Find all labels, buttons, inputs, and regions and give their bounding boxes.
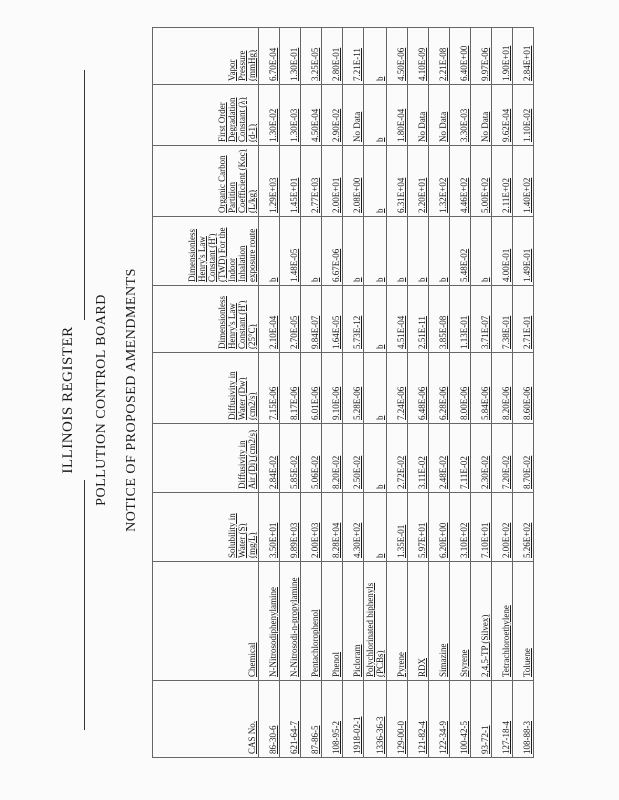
table-row bbox=[259, 28, 280, 758]
cell-chemical: Tetrachloroethylene bbox=[492, 562, 513, 681]
table-row bbox=[408, 28, 429, 758]
cell-koc: 1.32E+02 bbox=[429, 146, 450, 217]
board-title: POLLUTION CONTROL BOARD bbox=[94, 294, 109, 506]
cell-degradation: 1.30E-03 bbox=[280, 85, 301, 146]
cell-solubility: 5.26E+02 bbox=[513, 493, 534, 562]
cell-cas-no: 1336-36-3 bbox=[364, 681, 387, 758]
cell-vapor-pressure: 9.97E-06 bbox=[471, 28, 492, 85]
cell-diffusivity-water: b bbox=[364, 353, 387, 424]
cell-diffusivity-air: 8.20E-02 bbox=[322, 424, 343, 493]
cell-henry-25c: 9.84E-07 bbox=[301, 286, 322, 353]
table-row bbox=[301, 28, 322, 758]
header-rule-right bbox=[84, 70, 85, 320]
cell-henry-25c: 2.51E-11 bbox=[408, 286, 429, 353]
cell-diffusivity-water: 7.15E-06 bbox=[259, 353, 280, 424]
cell-diffusivity-air: 7.11E-02 bbox=[450, 424, 471, 493]
col-diffusivity-air: Diffusivity in Air (Di) (cm2/s) bbox=[153, 424, 259, 493]
cell-diffusivity-water: 9.10E-06 bbox=[322, 353, 343, 424]
col-degradation: First Order Degradation Constant (λ) (d-1) bbox=[153, 85, 259, 146]
cell-diffusivity-air: 5.85E-02 bbox=[280, 424, 301, 493]
cell-chemical: Toluene bbox=[513, 562, 534, 681]
table-header-row bbox=[153, 28, 259, 758]
cell-cas-no: 122-34-9 bbox=[429, 681, 450, 758]
cell-henry-25c: 5.73E-12 bbox=[343, 286, 364, 353]
cell-degradation: No Data bbox=[343, 85, 364, 146]
cell-koc: 6.31E+04 bbox=[387, 146, 408, 217]
table-row bbox=[364, 28, 387, 758]
col-cas-no: CAS No. bbox=[153, 681, 259, 758]
cell-chemical: Phenol bbox=[322, 562, 343, 681]
table-row bbox=[471, 28, 492, 758]
cell-henry-25c: 7.38E-01 bbox=[492, 286, 513, 353]
cell-henry-25c: 4.51E-04 bbox=[387, 286, 408, 353]
cell-diffusivity-air: 2.84E-02 bbox=[259, 424, 280, 493]
col-solubility: Solubility in Water (S) (mg/L) bbox=[153, 493, 259, 562]
cell-koc: 4.46E+02 bbox=[450, 146, 471, 217]
cell-degradation: 1.30E-02 bbox=[259, 85, 280, 146]
cell-vapor-pressure: b bbox=[364, 28, 387, 85]
cell-vapor-pressure: 4.10E-09 bbox=[408, 28, 429, 85]
col-vapor-pressure: Vapor Pressure (mmHg) bbox=[153, 28, 259, 85]
header-rule-left bbox=[84, 480, 85, 730]
cell-vapor-pressure: 1.30E-01 bbox=[280, 28, 301, 85]
cell-diffusivity-water: 8.60E-06 bbox=[513, 353, 534, 424]
cell-henry-twd: 4.00E-01 bbox=[492, 217, 513, 286]
cell-cas-no: 121-82-4 bbox=[408, 681, 429, 758]
cell-koc: 2.00E+01 bbox=[322, 146, 343, 217]
cell-diffusivity-water: 6.48E-06 bbox=[408, 353, 429, 424]
cell-chemical: Picloram bbox=[343, 562, 364, 681]
cell-diffusivity-air: 2.30E-02 bbox=[471, 424, 492, 493]
cell-degradation: 1.10E-02 bbox=[513, 85, 534, 146]
cell-diffusivity-water: 8.20E-06 bbox=[492, 353, 513, 424]
table-row bbox=[343, 28, 364, 758]
cell-cas-no: 108-88-3 bbox=[513, 681, 534, 758]
cell-koc: 2.11E+02 bbox=[492, 146, 513, 217]
cell-diffusivity-water: 8.00E-06 bbox=[450, 353, 471, 424]
cell-solubility: b bbox=[364, 493, 387, 562]
cell-cas-no: 1918-02-1 bbox=[343, 681, 364, 758]
col-koc: Organic Carbon Partition Coefficient (Koc) (L/kg) bbox=[153, 146, 259, 217]
cell-vapor-pressure: 3.25E-05 bbox=[301, 28, 322, 85]
register-title: ILLINOIS REGISTER bbox=[60, 326, 76, 474]
cell-diffusivity-air: 5.06E-02 bbox=[301, 424, 322, 493]
cell-solubility: 7.10E+01 bbox=[471, 493, 492, 562]
col-diffusivity-water: Diffusivity in Water (Dw) (cm2/s) bbox=[153, 353, 259, 424]
col-chemical: Chemical bbox=[153, 562, 259, 681]
table-row bbox=[492, 28, 513, 758]
cell-solubility: 3.10E+02 bbox=[450, 493, 471, 562]
cell-diffusivity-air: 2.48E-02 bbox=[429, 424, 450, 493]
cell-degradation: 1.80E-04 bbox=[387, 85, 408, 146]
cell-henry-25c: 2.10E-04 bbox=[259, 286, 280, 353]
cell-chemical: Polychlorinated biphenyls (PCBs) bbox=[364, 562, 387, 681]
cell-degradation: No Data bbox=[429, 85, 450, 146]
cell-vapor-pressure: 2.21E-08 bbox=[429, 28, 450, 85]
cell-henry-25c: 3.71E-07 bbox=[471, 286, 492, 353]
cell-henry-25c: b bbox=[364, 286, 387, 353]
cell-henry-25c: 2.71E-01 bbox=[513, 286, 534, 353]
cell-solubility: 8.28E+04 bbox=[322, 493, 343, 562]
table-row bbox=[429, 28, 450, 758]
cell-koc: b bbox=[364, 146, 387, 217]
cell-henry-twd: b bbox=[301, 217, 322, 286]
cell-vapor-pressure: 1.90E+01 bbox=[492, 28, 513, 85]
cell-cas-no: 129-00-0 bbox=[387, 681, 408, 758]
cell-degradation: 2.90E-02 bbox=[322, 85, 343, 146]
cell-henry-twd: b bbox=[408, 217, 429, 286]
cell-degradation: 4.50E-04 bbox=[301, 85, 322, 146]
cell-henry-25c: 2.70E-05 bbox=[280, 286, 301, 353]
cell-diffusivity-water: 5.28E-06 bbox=[343, 353, 364, 424]
table-row bbox=[513, 28, 534, 758]
cell-diffusivity-water: 7.24E-06 bbox=[387, 353, 408, 424]
cell-diffusivity-air: b bbox=[364, 424, 387, 493]
notice-title: NOTICE OF PROPOSED AMENDMENTS bbox=[124, 268, 139, 532]
cell-chemical: Pentachlorophenol bbox=[301, 562, 322, 681]
cell-vapor-pressure: 2.84E+01 bbox=[513, 28, 534, 85]
cell-henry-twd: 1.48E-05 bbox=[280, 217, 301, 286]
cell-henry-twd: 5.48E-02 bbox=[450, 217, 471, 286]
cell-solubility: 6.20E+00 bbox=[429, 493, 450, 562]
cell-vapor-pressure: 7.21E-11 bbox=[343, 28, 364, 85]
cell-cas-no: 93-72-1 bbox=[471, 681, 492, 758]
cell-koc: 1.45E+01 bbox=[280, 146, 301, 217]
cell-koc: 2.20E+01 bbox=[408, 146, 429, 217]
cell-diffusivity-air: 7.20E-02 bbox=[492, 424, 513, 493]
table-row bbox=[322, 28, 343, 758]
cell-cas-no: 100-42-5 bbox=[450, 681, 471, 758]
cell-vapor-pressure: 2.80E-01 bbox=[322, 28, 343, 85]
cell-koc: 2.08E+00 bbox=[343, 146, 364, 217]
cell-henry-twd: 6.67E-06 bbox=[322, 217, 343, 286]
cell-chemical: Styrene bbox=[450, 562, 471, 681]
cell-vapor-pressure: 6.70E-04 bbox=[259, 28, 280, 85]
cell-henry-twd: b bbox=[429, 217, 450, 286]
cell-degradation: No Data bbox=[471, 85, 492, 146]
cell-diffusivity-air: 8.70E-02 bbox=[513, 424, 534, 493]
cell-diffusivity-water: 6.01E-06 bbox=[301, 353, 322, 424]
cell-chemical: Pyrene bbox=[387, 562, 408, 681]
cell-henry-25c: 1.64E-05 bbox=[322, 286, 343, 353]
cell-solubility: 1.35E-01 bbox=[387, 493, 408, 562]
cell-henry-25c: 1.13E-01 bbox=[450, 286, 471, 353]
cell-degradation: 3.30E-03 bbox=[450, 85, 471, 146]
cell-cas-no: 108-95-2 bbox=[322, 681, 343, 758]
cell-henry-twd: b bbox=[259, 217, 280, 286]
table-row bbox=[387, 28, 408, 758]
cell-chemical: 2,4,5-TP (Silvex) bbox=[471, 562, 492, 681]
cell-diffusivity-air: 2.50E-02 bbox=[343, 424, 364, 493]
cell-diffusivity-water: 8.17E-06 bbox=[280, 353, 301, 424]
cell-koc: 2.77E+03 bbox=[301, 146, 322, 217]
cell-cas-no: 127-18-4 bbox=[492, 681, 513, 758]
cell-solubility: 9.89E+03 bbox=[280, 493, 301, 562]
cell-henry-twd: b bbox=[364, 217, 387, 286]
cell-chemical: RDX bbox=[408, 562, 429, 681]
cell-henry-twd: b bbox=[471, 217, 492, 286]
cell-henry-twd: b bbox=[387, 217, 408, 286]
col-henry-25c: Dimensionless Henry's Law Constant (H') (25°C) bbox=[153, 286, 259, 353]
cell-degradation: 9.62E-04 bbox=[492, 85, 513, 146]
cell-chemical: Simazine bbox=[429, 562, 450, 681]
cell-cas-no: 86-30-6 bbox=[259, 681, 280, 758]
cell-vapor-pressure: 6.40E+00 bbox=[450, 28, 471, 85]
cell-solubility: 4.30E+02 bbox=[343, 493, 364, 562]
cell-cas-no: 621-64-7 bbox=[280, 681, 301, 758]
cell-solubility: 2.00E+03 bbox=[301, 493, 322, 562]
cell-henry-twd: 1.49E-01 bbox=[513, 217, 534, 286]
cell-koc: 5.00E+02 bbox=[471, 146, 492, 217]
cell-henry-twd: b bbox=[343, 217, 364, 286]
cell-henry-25c: 3.85E-08 bbox=[429, 286, 450, 353]
cell-diffusivity-air: 3.11E-02 bbox=[408, 424, 429, 493]
cell-koc: 1.40E+02 bbox=[513, 146, 534, 217]
table-body bbox=[259, 28, 534, 758]
cell-degradation: b bbox=[364, 85, 387, 146]
cell-degradation: No Data bbox=[408, 85, 429, 146]
cell-solubility: 3.50E+01 bbox=[259, 493, 280, 562]
cell-chemical: N-Nitrosodiphenylamine bbox=[259, 562, 280, 681]
cell-cas-no: 87-86-5 bbox=[301, 681, 322, 758]
cell-solubility: 5.97E+01 bbox=[408, 493, 429, 562]
table-row bbox=[450, 28, 471, 758]
table-row bbox=[280, 28, 301, 758]
cell-solubility: 2.00E+02 bbox=[492, 493, 513, 562]
cell-diffusivity-water: 5.84E-06 bbox=[471, 353, 492, 424]
cell-koc: 1.29E+03 bbox=[259, 146, 280, 217]
cell-diffusivity-water: 6.28E-06 bbox=[429, 353, 450, 424]
col-henry-twd: Dimensionless Henry's Law Constant (H') (TWD) For the Indoor Inhalation exposure route bbox=[153, 217, 259, 286]
cell-diffusivity-air: 2.72E-02 bbox=[387, 424, 408, 493]
cell-chemical: N-Nitrosodi-n-propylamine bbox=[280, 562, 301, 681]
cell-vapor-pressure: 4.50E-06 bbox=[387, 28, 408, 85]
chemical-properties-table bbox=[152, 27, 534, 758]
